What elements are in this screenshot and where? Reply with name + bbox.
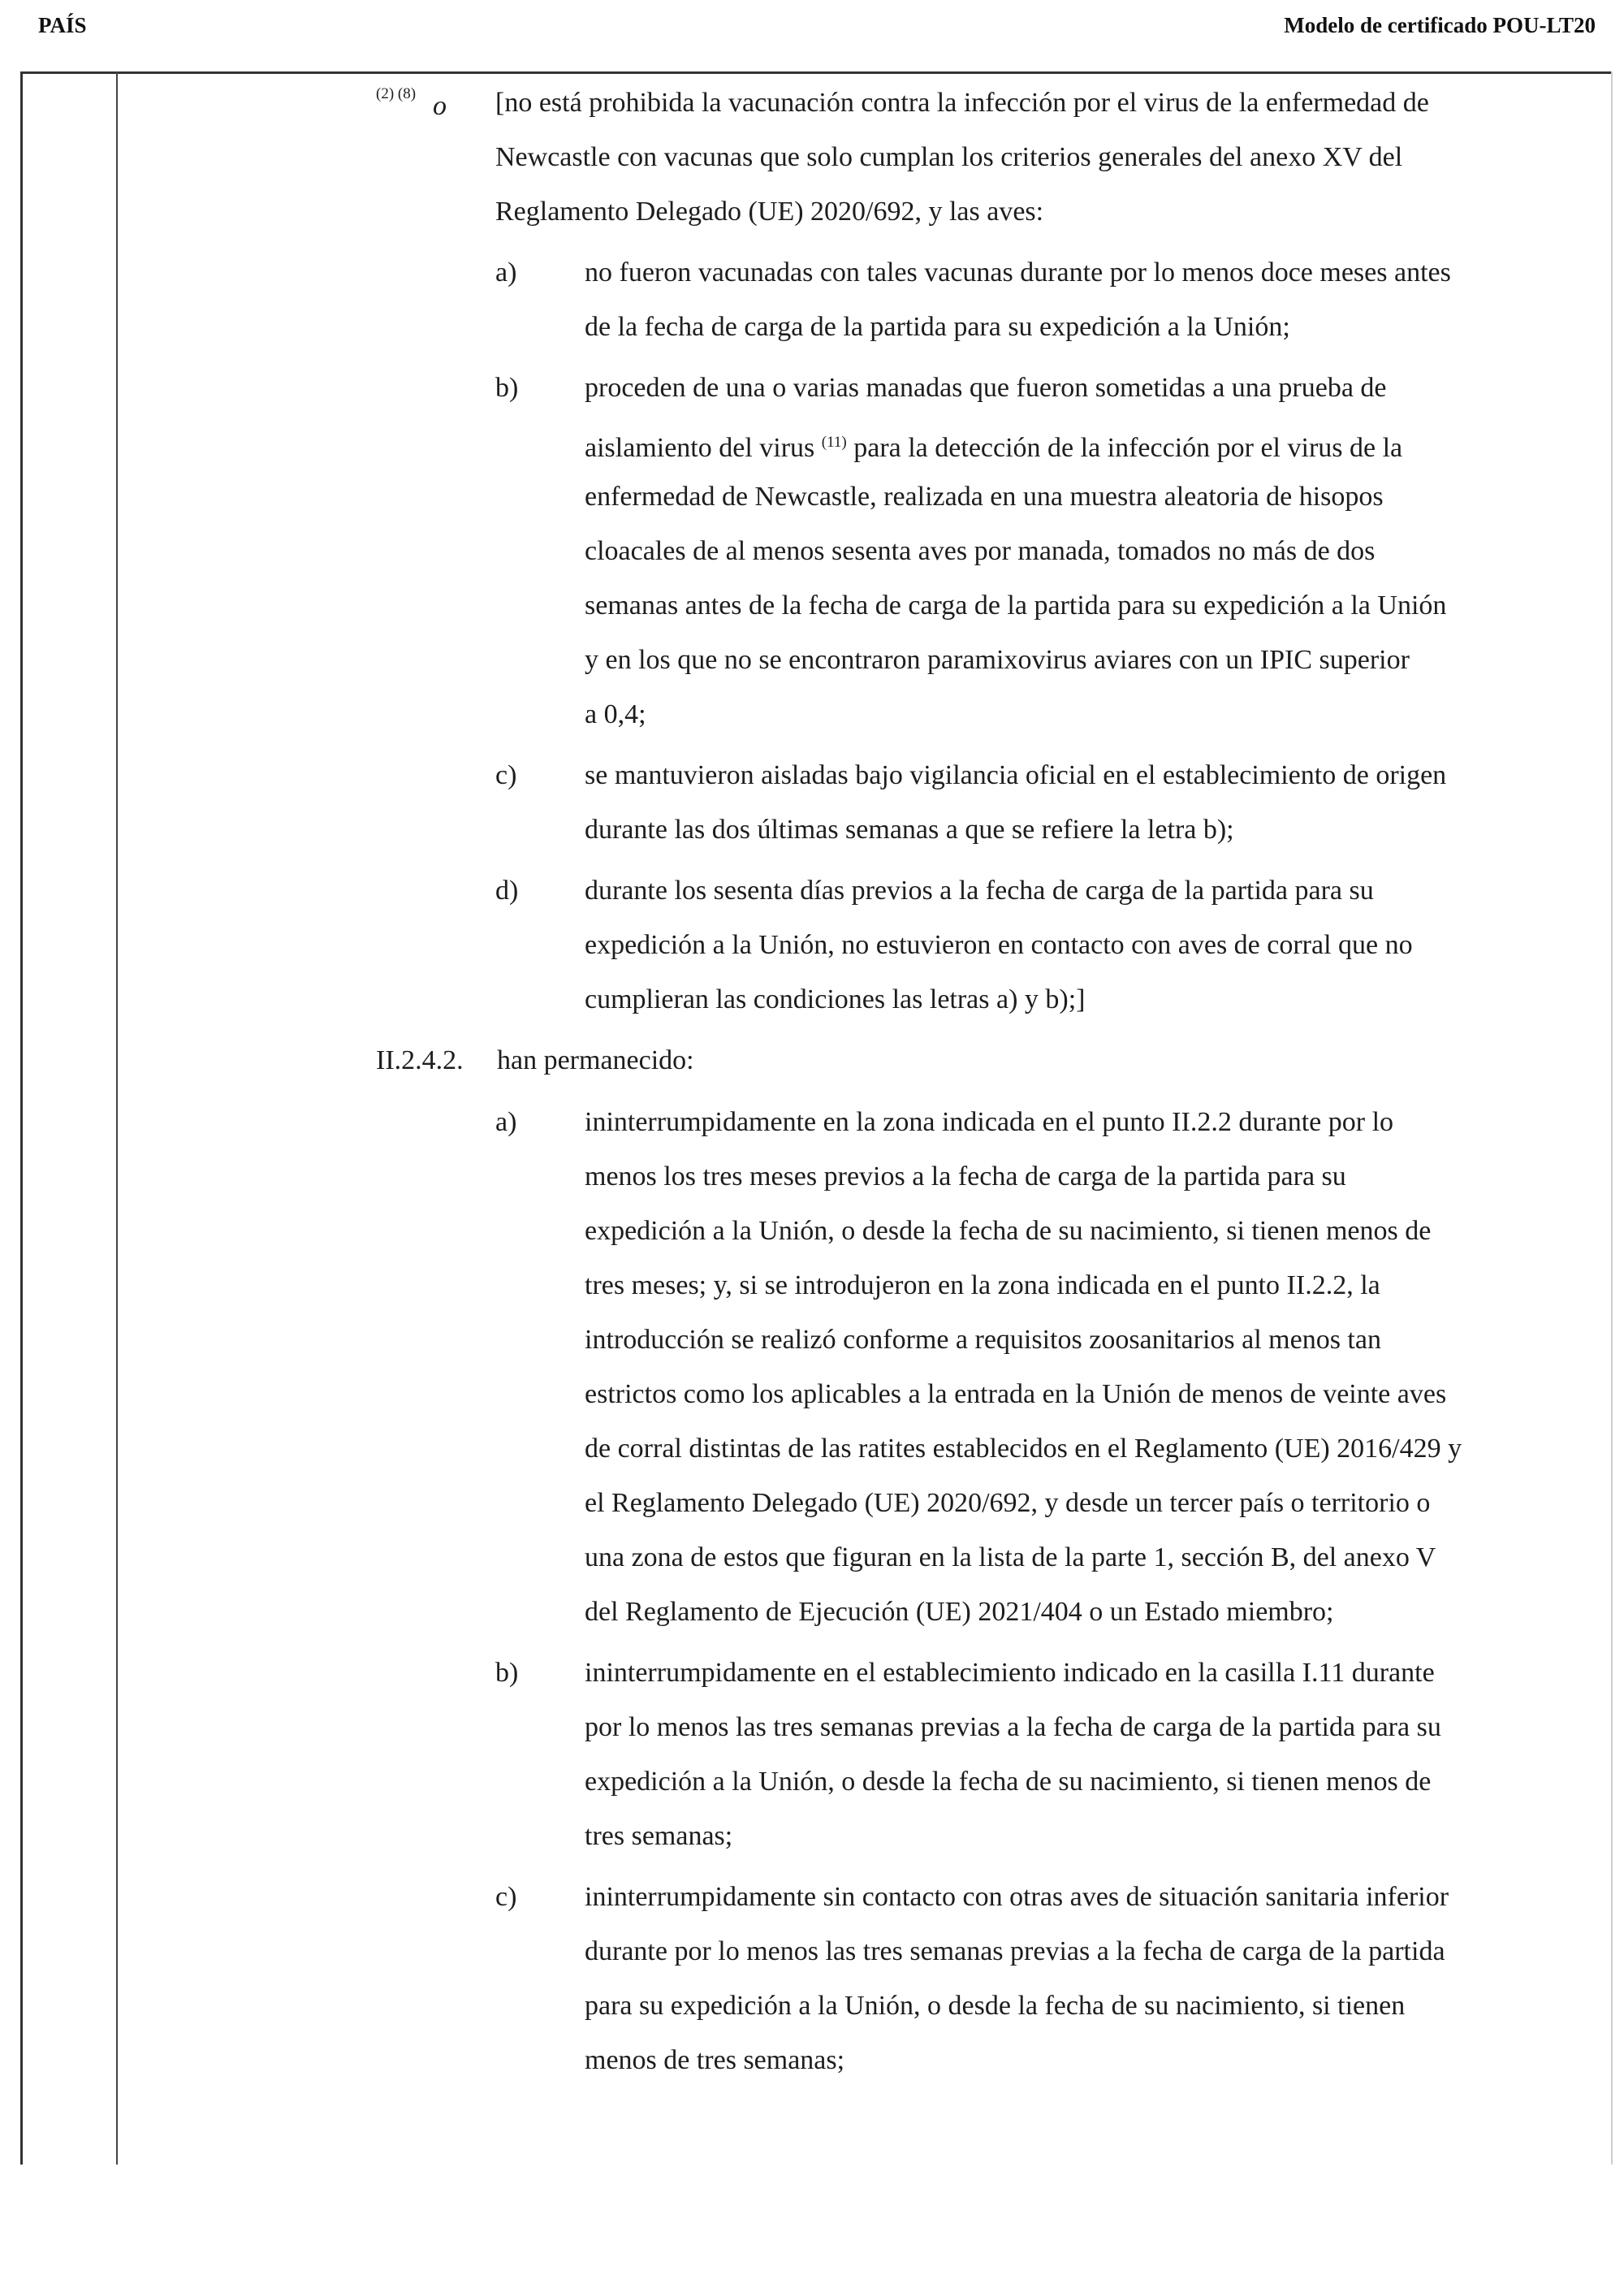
text-line: de la fecha de carga de la partida para su expedición a la Unión; [585,312,1290,342]
text-line: semanas antes de la fecha de carga de la partida para su expedición a la Unión [585,590,1447,621]
text-line: enfermedad de Newcastle, realizada en una muestra aleatoria de hisopos [585,482,1384,512]
item-label: b) [495,1658,519,1688]
text-line: introducción se realizó conforme a requisitos zoosanitarios al menos tan [585,1325,1381,1355]
text-line: una zona de estos que figuran en la lista de la parte 1, sección B, del anexo V [585,1542,1436,1572]
text-line [585,426,1402,465]
item-label: b) [495,373,519,403]
text-line: estrictos como los aplicables a la entrada en la Unión de menos de veinte aves [585,1379,1447,1409]
text-line: expedición a la Unión, o desde la fecha de su nacimiento, si tienen menos de [585,1216,1432,1246]
text-line: durante los sesenta días previos a la fecha de carga de la partida para su [585,876,1374,906]
text-line: tres semanas; [585,1821,733,1851]
text-line: y en los que no se encontraron paramixovirus aviares con un IPIC superior [585,645,1410,675]
section-title: han permanecido: [497,1045,694,1075]
text-line: expedición a la Unión, o desde la fecha de su nacimiento, si tienen menos de [585,1767,1432,1797]
text-line: durante las dos últimas semanas a que se refiere la letra b); [585,815,1234,845]
text-line: tres meses; y, si se introdujeron en la zona indicada en el punto II.2.2, la [585,1270,1380,1300]
footnote-reference: (11) [821,434,847,451]
text-line: [no está prohibida la vacunación contra la infección por el virus de la enfermedad de [495,88,1429,118]
text-line: expedición a la Unión, no estuvieron en contacto con aves de corral que no [585,930,1413,960]
item-label: a) [495,1107,517,1137]
item-label: a) [495,257,517,288]
text-line: cloacales de al menos sesenta aves por manada, tomados no más de dos [585,536,1376,566]
table-right-border [1611,71,1613,2165]
text-segment: aislamiento del virus [585,433,815,463]
option-marker: o [433,91,447,121]
footnote-references: (2) (8) [376,85,417,102]
text-line: de corral distintas de las ratites establecidos en el Reglamento (UE) 2016/429 y [585,1434,1462,1464]
header-certificate-model: Modelo de certificado POU-LT20 [1284,13,1596,37]
text-line: no fueron vacunadas con tales vacunas durante por lo menos doce meses antes [585,257,1451,288]
text-line: menos los tres meses previos a la fecha de carga de la partida para su [585,1161,1346,1192]
table-column-divider [116,71,118,2165]
section-number: II.2.4.2. [376,1045,464,1075]
text-segment: para la detección de la infección por el virus de la [853,433,1403,463]
item-label: c) [495,760,517,790]
text-line: Newcastle con vacunas que solo cumplan los criterios generales del anexo XV del [495,142,1403,172]
item-label: d) [495,876,519,906]
text-line: menos de tres semanas; [585,2045,845,2075]
text-line: ininterrumpidamente en el establecimiento indicado en la casilla I.11 durante [585,1658,1435,1688]
text-line: del Reglamento de Ejecución (UE) 2021/404 o un Estado miembro; [585,1597,1334,1627]
item-label: c) [495,1882,517,1912]
text-line: cumplieran las condiciones las letras a) y b);] [585,984,1086,1014]
text-line: por lo menos las tres semanas previas a la fecha de carga de la partida para su [585,1712,1441,1742]
text-line: durante por lo menos las tres semanas previas a la fecha de carga de la partida [585,1936,1445,1966]
text-line: el Reglamento Delegado (UE) 2020/692, y desde un tercer país o territorio o [585,1488,1431,1518]
table-left-border [20,71,23,2165]
text-line: proceden de una o varias manadas que fueron sometidas a una prueba de [585,373,1387,403]
text-line: ininterrumpidamente en la zona indicada en el punto II.2.2 durante por lo [585,1107,1394,1137]
header-country: PAÍS [38,13,87,37]
text-line: a 0,4; [585,699,646,729]
text-line: ininterrumpidamente sin contacto con otras aves de situación sanitaria inferior [585,1882,1449,1912]
text-line: para su expedición a la Unión, o desde la fecha de su nacimiento, si tienen [585,1991,1406,2021]
text-line: Reglamento Delegado (UE) 2020/692, y las aves: [495,197,1044,227]
table-top-border [20,71,1613,74]
text-line: se mantuvieron aisladas bajo vigilancia oficial en el establecimiento de origen [585,760,1447,790]
